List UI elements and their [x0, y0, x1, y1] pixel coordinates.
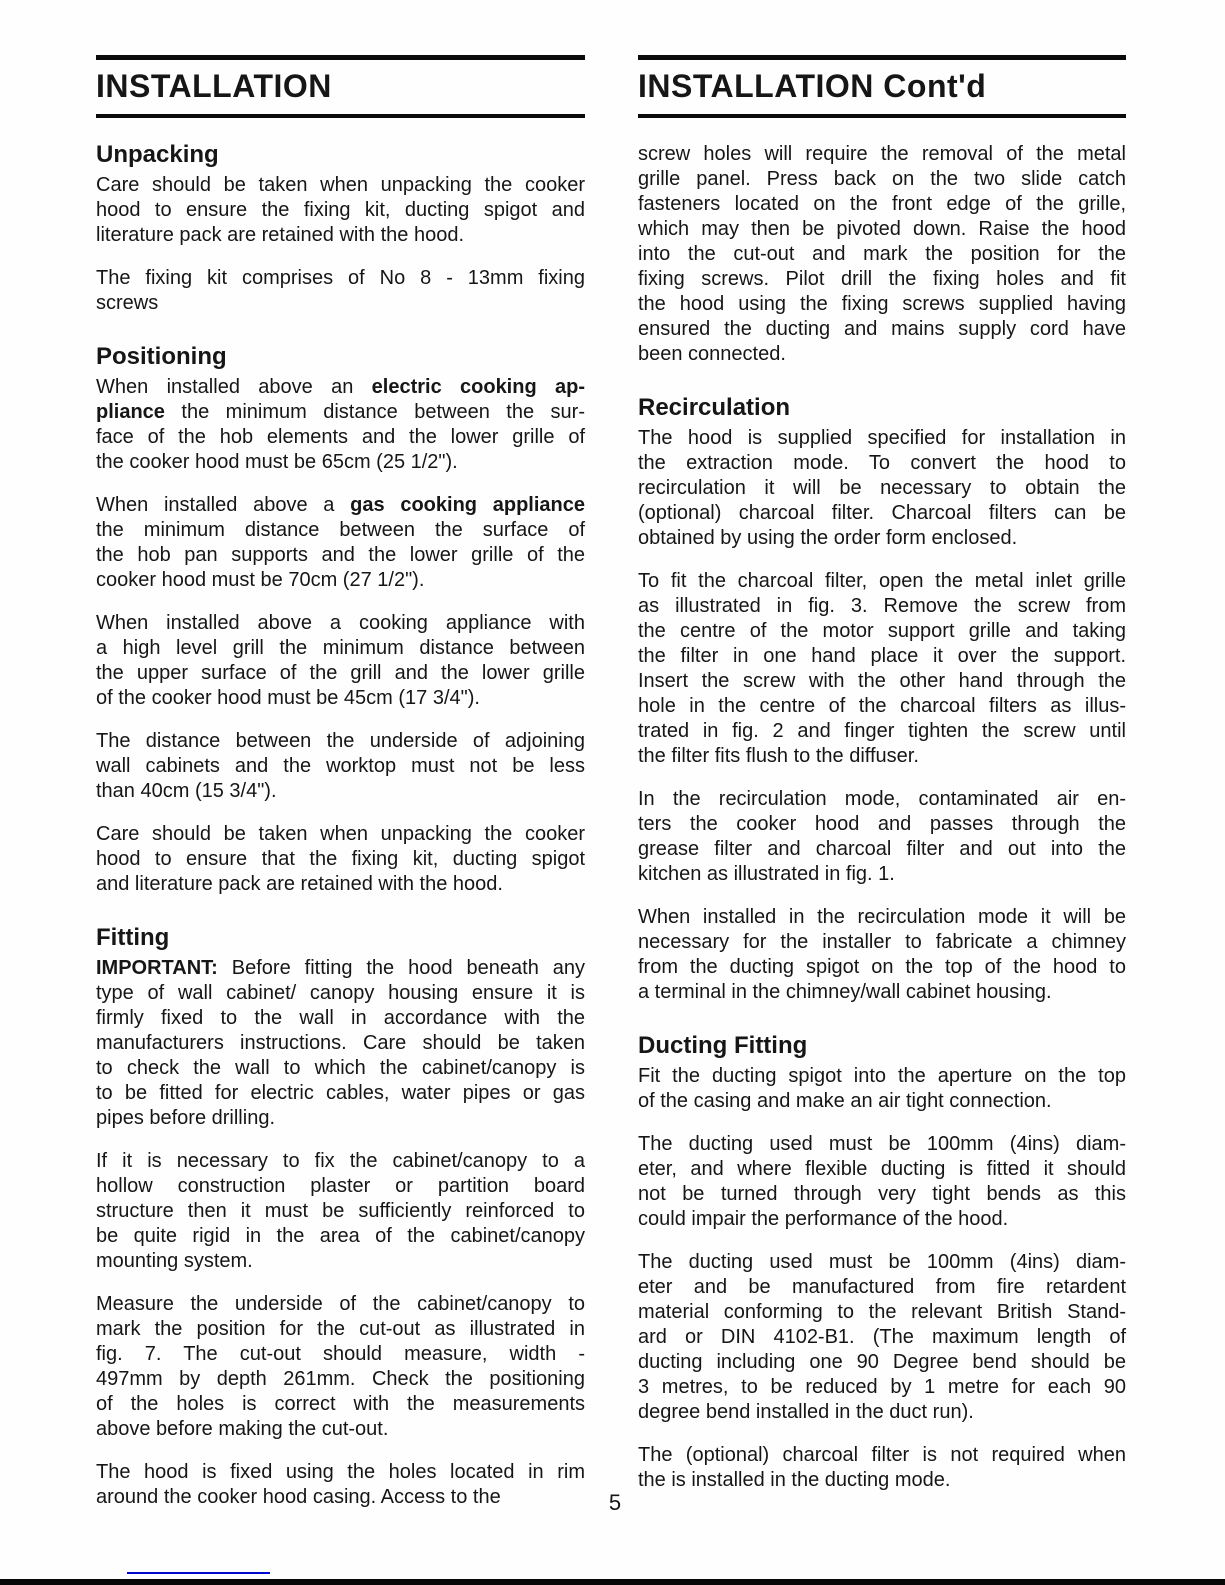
text-line: necessary for the installer to fabricate a chimney: [638, 931, 1126, 953]
text-line: manufacturers instructions. Care should be taken: [96, 1032, 585, 1054]
text-line: obtained by using the order form enclosed.: [638, 527, 1018, 549]
text-line: the centre of the motor support grille and taking: [638, 620, 1126, 642]
text-line: wall cabinets and the worktop must not be less: [96, 755, 585, 777]
text-line: a high level grill the minimum distance between: [96, 637, 585, 659]
paragraph: [96, 1292, 585, 1442]
text-line: been connected.: [638, 343, 786, 365]
text-line: screw holes will require the removal of the metal: [638, 143, 1126, 165]
section-heading: Positioning: [96, 343, 227, 370]
text-line: above before making the cut-out.: [96, 1418, 389, 1440]
section-heading: Unpacking: [96, 141, 219, 168]
text-line: ard or DIN 4102-B1. (The maximum length of: [638, 1326, 1126, 1348]
text-line: type of wall cabinet/ canopy housing ensure it is: [96, 982, 585, 1004]
paragraph: [96, 729, 585, 804]
text-line: When installed above a gas cooking appliance: [96, 494, 585, 516]
left-column-content: [96, 142, 585, 1510]
page-number: 5: [608, 1490, 622, 1515]
paragraph: [96, 956, 585, 1131]
text-line: material conforming to the relevant British Stand-: [638, 1301, 1126, 1323]
section-heading: Fitting: [96, 924, 170, 951]
text-line: to be fitted for electric cables, water pipes or gas: [96, 1082, 585, 1104]
paragraph: [638, 142, 1126, 367]
text-line: Fit the ducting spigot into the aperture on the top: [638, 1065, 1126, 1087]
text-line: to check the wall to which the cabinet/canopy is: [96, 1057, 585, 1079]
text-line: Care should be taken when unpacking the cooker: [96, 823, 585, 845]
text-line: The ducting used must be 100mm (4ins) diam-: [638, 1251, 1126, 1273]
text-line: kitchen as illustrated in fig. 1.: [638, 863, 895, 885]
text-line: around the cooker hood casing. Access to the: [96, 1486, 501, 1508]
paragraph: [96, 173, 585, 248]
text-line: In the recirculation mode, contaminated air en-: [638, 788, 1126, 810]
paragraph: [638, 905, 1126, 1005]
text-line: When installed in the recirculation mode it will be: [638, 906, 1126, 928]
text-line: than 40cm (15 3/4").: [96, 780, 277, 802]
text-line: IMPORTANT: Before fitting the hood beneath any: [96, 957, 585, 979]
text-line: The fixing kit comprises of No 8 - 13mm fixing: [96, 267, 585, 289]
text-line: the hob pan supports and the lower grille of the: [96, 544, 585, 566]
text-line: structure then it must be sufficiently reinforced to: [96, 1200, 585, 1222]
paragraph: [638, 1443, 1126, 1493]
paragraph: [638, 1250, 1126, 1425]
text-line: To fit the charcoal filter, open the metal inlet grille: [638, 570, 1126, 592]
paragraph: [96, 1460, 585, 1510]
text-line: the filter fits flush to the diffuser.: [638, 745, 919, 767]
text-line: 497mm by depth 261mm. Check the positioning: [96, 1368, 585, 1390]
text-line: face of the hob elements and the lower grille of: [96, 426, 585, 448]
text-line: the is installed in the ducting mode.: [638, 1469, 951, 1491]
text-line: eter, and where flexible ducting is fitted it should: [638, 1158, 1126, 1180]
text-line: If it is necessary to fix the cabinet/canopy to a: [96, 1150, 585, 1172]
text-line: into the cut-out and mark the position for the: [638, 243, 1126, 265]
text-line: hollow construction plaster or partition board: [96, 1175, 585, 1197]
text-line: The (optional) charcoal filter is not required when: [638, 1444, 1126, 1466]
text-line: degree bend installed in the duct run).: [638, 1401, 974, 1423]
text-line: of the casing and make an air tight connection.: [638, 1090, 1052, 1112]
paragraph: [96, 375, 585, 475]
text-line: hood to ensure the fixing kit, ducting spigot and: [96, 199, 585, 221]
text-line: fasteners located on the front edge of the grille,: [638, 193, 1126, 215]
paragraph: [638, 426, 1126, 551]
text-line: firmly fixed to the wall in accordance with the: [96, 1007, 585, 1029]
right-column: [638, 55, 1126, 1511]
text-line: not be turned through very tight bends as this: [638, 1183, 1126, 1205]
text-line: pliance the minimum distance between the sur-: [96, 401, 585, 423]
text-line: The ducting used must be 100mm (4ins) diam-: [638, 1133, 1126, 1155]
paragraph: [96, 611, 585, 711]
right-column-content: [638, 142, 1126, 1493]
text-line: grease filter and charcoal filter and out into the: [638, 838, 1126, 860]
left-title-block: [96, 55, 585, 118]
paragraph: [638, 1132, 1126, 1232]
text-line: fixing screws. Pilot drill the fixing holes and fit: [638, 268, 1126, 290]
section-heading: Ducting Fitting: [638, 1032, 808, 1059]
text-line: Insert the screw with the other hand through the: [638, 670, 1126, 692]
text-line: the upper surface of the grill and the lower grille: [96, 662, 585, 684]
paragraph: [96, 493, 585, 593]
text-line: the hood using the fixing screws supplied having: [638, 293, 1126, 315]
text-line: eter and be manufactured from fire retardent: [638, 1276, 1126, 1298]
text-line: literature pack are retained with the hood.: [96, 224, 464, 246]
text-line: and literature pack are retained with the hood.: [96, 873, 503, 895]
text-line: which may then be pivoted down. Raise the hood: [638, 218, 1126, 240]
text-line: When installed above an electric cooking ap-: [96, 376, 585, 398]
text-line: mounting system.: [96, 1250, 253, 1272]
text-line: Measure the underside of the cabinet/canopy to: [96, 1293, 585, 1315]
text-line: 3 metres, to be reduced by 1 metre for each 90: [638, 1376, 1126, 1398]
text-line: (optional) charcoal filter. Charcoal filters can be: [638, 502, 1126, 524]
text-line: screws: [96, 292, 159, 314]
text-line: the filter in one hand place it over the support.: [638, 645, 1126, 667]
footer-blue-line: [127, 1572, 270, 1574]
paragraph: [96, 266, 585, 316]
text-line: hole in the centre of the charcoal filters as illus-: [638, 695, 1126, 717]
text-line: the extraction mode. To convert the hood to: [638, 452, 1126, 474]
text-line: pipes before drilling.: [96, 1107, 275, 1129]
text-line: cooker hood must be 70cm (27 1/2").: [96, 569, 425, 591]
paragraph: [638, 1064, 1126, 1114]
paragraph: [638, 787, 1126, 887]
text-line: the minimum distance between the surface of: [96, 519, 585, 541]
text-line: from the ducting spigot on the top of the hood to: [638, 956, 1126, 978]
text-line: a terminal in the chimney/wall cabinet housing.: [638, 981, 1052, 1003]
text-line: grille panel. Press back on the two slide catch: [638, 168, 1126, 190]
text-line: could impair the performance of the hood.: [638, 1208, 1009, 1230]
text-line: ters the cooker hood and passes through the: [638, 813, 1126, 835]
paragraph: [638, 569, 1126, 769]
text-line: mark the position for the cut-out as illustrated in: [96, 1318, 585, 1340]
text-line: as illustrated in fig. 3. Remove the screw from: [638, 595, 1126, 617]
text-line: fig. 7. The cut-out should measure, width -: [96, 1343, 585, 1365]
footer-scan-edge-bar: [0, 1579, 1225, 1585]
text-line: be quite rigid in the area of the cabinet/canopy: [96, 1225, 585, 1247]
text-line: ducting including one 90 Degree bend should be: [638, 1351, 1126, 1373]
page-title-installation-contd: INSTALLATION Cont'd: [638, 68, 987, 104]
page-title-installation: INSTALLATION: [96, 68, 332, 104]
right-title-block: [638, 55, 1126, 118]
text-line: When installed above a cooking appliance with: [96, 612, 585, 634]
text-line: ensured the ducting and mains supply cord have: [638, 318, 1126, 340]
text-line: the cooker hood must be 65cm (25 1/2").: [96, 451, 458, 473]
text-line: hood to ensure that the fixing kit, ducting spigot: [96, 848, 585, 870]
text-line: The distance between the underside of adjoining: [96, 730, 585, 752]
section-heading: Recirculation: [638, 394, 791, 421]
text-line: The hood is supplied specified for installation in: [638, 427, 1126, 449]
text-line: recirculation it will be necessary to obtain the: [638, 477, 1126, 499]
left-column: [96, 55, 585, 1528]
text-line: Care should be taken when unpacking the cooker: [96, 174, 585, 196]
text-line: The hood is fixed using the holes located in rim: [96, 1461, 585, 1483]
text-line: of the holes is correct with the measurements: [96, 1393, 585, 1415]
text-line: of the cooker hood must be 45cm (17 3/4").: [96, 687, 480, 709]
paragraph: [96, 1149, 585, 1274]
text-line: trated in fig. 2 and finger tighten the screw until: [638, 720, 1126, 742]
paragraph: [96, 822, 585, 897]
